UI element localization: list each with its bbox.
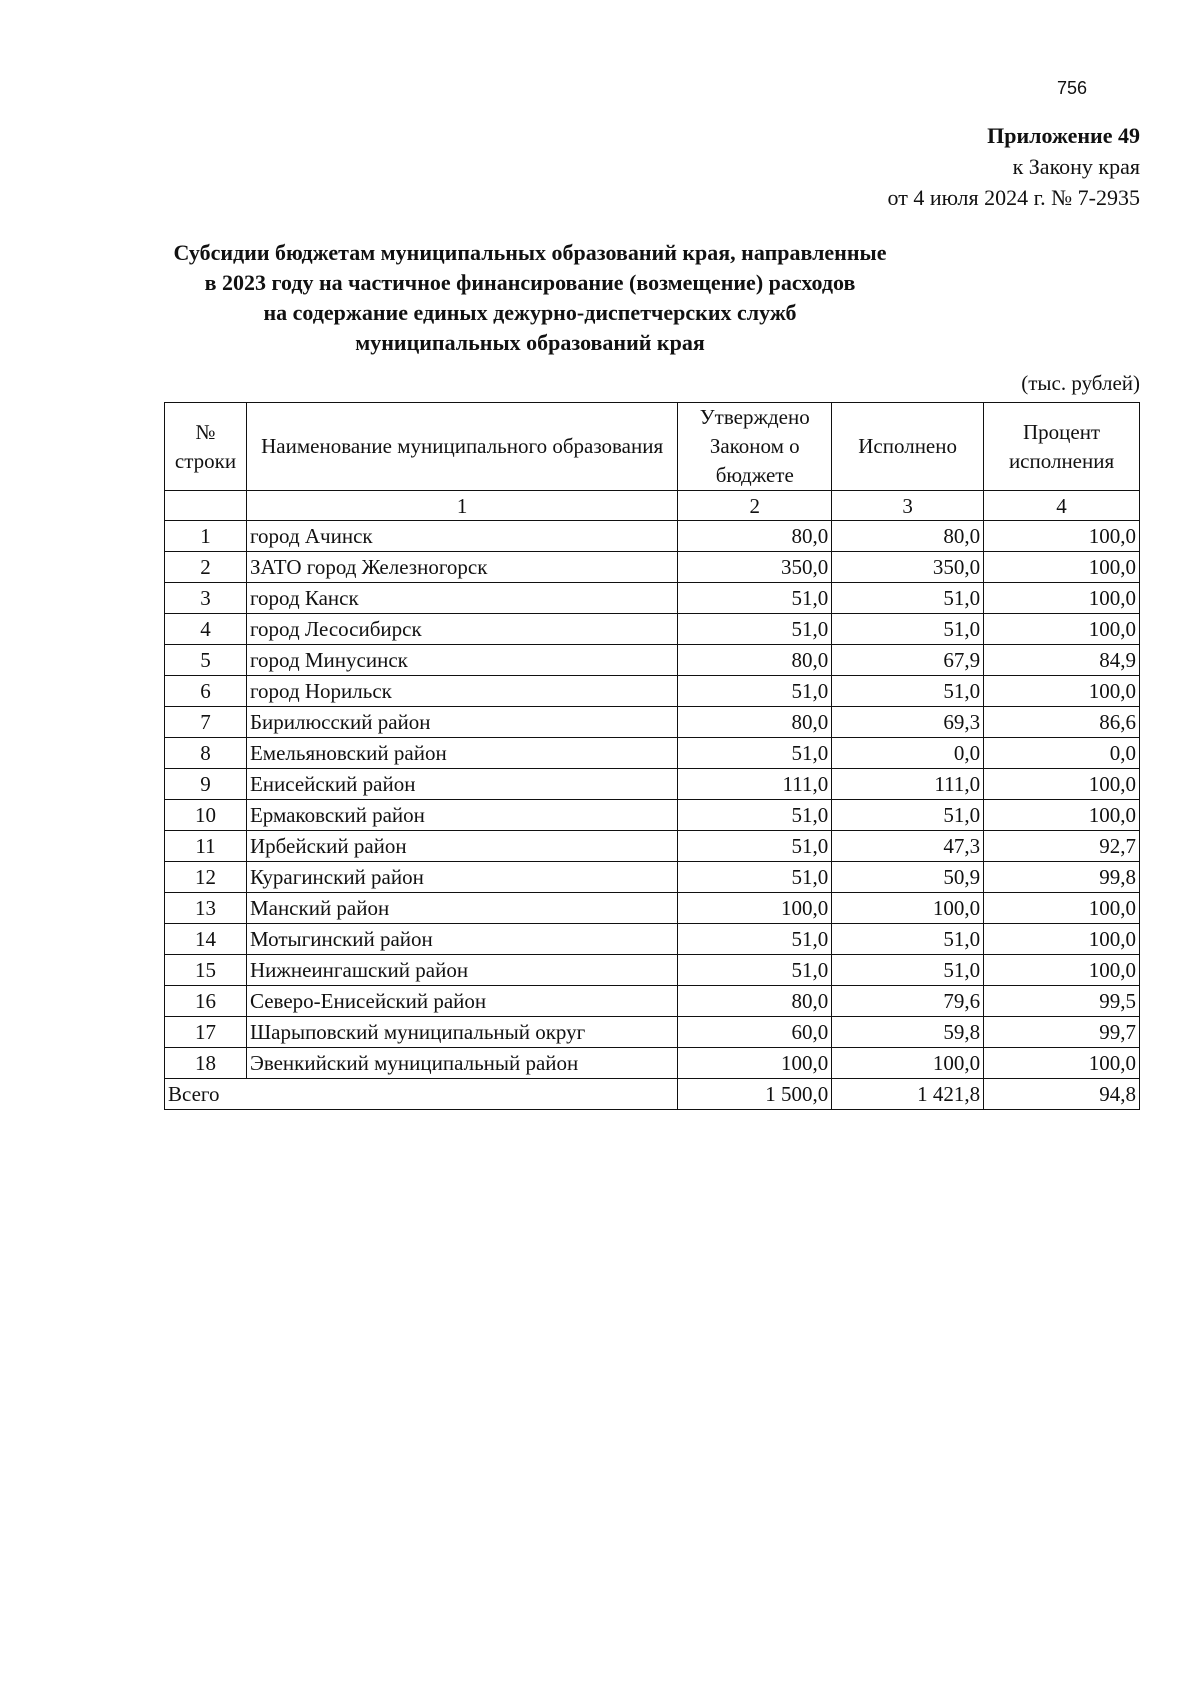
total-approved: 1 500,0 [678, 1079, 832, 1110]
table-row [165, 583, 1140, 614]
row-number: 15 [165, 955, 247, 986]
appendix-law-ref: к Закону края [1012, 154, 1140, 179]
table-row [165, 1017, 1140, 1048]
municipality-name: Шарыповский муниципальный округ [246, 1017, 677, 1048]
execution-percent: 100,0 [984, 769, 1140, 800]
table-row [165, 924, 1140, 955]
execution-percent: 99,8 [984, 862, 1140, 893]
execution-percent: 84,9 [984, 645, 1140, 676]
execution-percent: 99,5 [984, 986, 1140, 1017]
document-title-line: в 2023 году на частичное финансирование (возмещение) расходов [204, 270, 856, 295]
row-number: 1 [165, 521, 247, 552]
execution-percent: 100,0 [984, 1048, 1140, 1079]
approved-amount: 51,0 [678, 800, 832, 831]
row-number: 6 [165, 676, 247, 707]
approved-amount: 111,0 [678, 769, 832, 800]
approved-amount: 100,0 [678, 1048, 832, 1079]
row-number: 2 [165, 552, 247, 583]
executed-amount: 100,0 [832, 893, 984, 924]
appendix-title: Приложение 49 [987, 123, 1140, 148]
row-number: 10 [165, 800, 247, 831]
execution-percent: 100,0 [984, 924, 1140, 955]
table-row [165, 645, 1140, 676]
table-row [165, 676, 1140, 707]
executed-amount: 69,3 [832, 707, 984, 738]
document-title-line: муниципальных образований края [355, 330, 705, 355]
table-row [165, 614, 1140, 645]
table-row [165, 800, 1140, 831]
executed-amount: 350,0 [832, 552, 984, 583]
table-row [165, 738, 1140, 769]
appendix-block [888, 120, 1140, 213]
approved-amount: 80,0 [678, 986, 832, 1017]
municipality-name: Северо-Енисейский район [246, 986, 677, 1017]
executed-amount: 111,0 [832, 769, 984, 800]
execution-percent: 92,7 [984, 831, 1140, 862]
header-executed: Исполнено [832, 403, 984, 491]
municipality-name: город Лесосибирск [246, 614, 677, 645]
approved-amount: 60,0 [678, 1017, 832, 1048]
row-number: 16 [165, 986, 247, 1017]
row-number: 7 [165, 707, 247, 738]
approved-amount: 51,0 [678, 955, 832, 986]
executed-amount: 79,6 [832, 986, 984, 1017]
page-number: 756 [1057, 78, 1088, 98]
row-number: 12 [165, 862, 247, 893]
row-number: 4 [165, 614, 247, 645]
approved-amount: 80,0 [678, 645, 832, 676]
municipality-name: город Канск [246, 583, 677, 614]
header-row-number: № строки [165, 403, 247, 491]
row-number: 5 [165, 645, 247, 676]
header-municipality-name: Наименование муниципального образования [246, 403, 677, 491]
municipality-name: Нижнеингашский район [246, 955, 677, 986]
municipality-name: Енисейский район [246, 769, 677, 800]
table-row [165, 955, 1140, 986]
execution-percent: 100,0 [984, 521, 1140, 552]
municipality-name: Манский район [246, 893, 677, 924]
municipality-name: Емельяновский район [246, 738, 677, 769]
appendix-law-date: от 4 июля 2024 г. № 7-2935 [887, 185, 1140, 210]
approved-amount: 80,0 [678, 707, 832, 738]
execution-percent: 100,0 [984, 676, 1140, 707]
table-header-row [165, 403, 1140, 491]
execution-percent: 100,0 [984, 893, 1140, 924]
column-number: 3 [832, 491, 984, 521]
table-row [165, 831, 1140, 862]
column-number: 4 [984, 491, 1140, 521]
municipality-name: Курагинский район [246, 862, 677, 893]
row-number: 17 [165, 1017, 247, 1048]
total-label: Всего [165, 1079, 678, 1110]
executed-amount: 51,0 [832, 800, 984, 831]
execution-percent: 100,0 [984, 800, 1140, 831]
row-number: 3 [165, 583, 247, 614]
table-body [165, 521, 1140, 1079]
subsidy-table [164, 402, 1140, 1110]
municipality-name: Ермаковский район [246, 800, 677, 831]
executed-amount: 59,8 [832, 1017, 984, 1048]
approved-amount: 51,0 [678, 862, 832, 893]
municipality-name: Эвенкийский муниципальный район [246, 1048, 677, 1079]
column-number: 2 [678, 491, 832, 521]
table-row [165, 521, 1140, 552]
executed-amount: 51,0 [832, 676, 984, 707]
execution-percent: 99,7 [984, 1017, 1140, 1048]
executed-amount: 0,0 [832, 738, 984, 769]
executed-amount: 51,0 [832, 924, 984, 955]
execution-percent: 100,0 [984, 583, 1140, 614]
total-percent: 94,8 [984, 1079, 1140, 1110]
approved-amount: 51,0 [678, 583, 832, 614]
row-number: 14 [165, 924, 247, 955]
table-row [165, 552, 1140, 583]
column-number: 1 [246, 491, 677, 521]
execution-percent: 100,0 [984, 955, 1140, 986]
table-row [165, 893, 1140, 924]
municipality-name: Бирилюсский район [246, 707, 677, 738]
column-number [165, 491, 247, 521]
executed-amount: 51,0 [832, 614, 984, 645]
approved-amount: 350,0 [678, 552, 832, 583]
table-row [165, 1048, 1140, 1079]
executed-amount: 50,9 [832, 862, 984, 893]
executed-amount: 51,0 [832, 583, 984, 614]
approved-amount: 51,0 [678, 614, 832, 645]
table-row [165, 769, 1140, 800]
table-row [165, 862, 1140, 893]
row-number: 11 [165, 831, 247, 862]
municipality-name: Ирбейский район [246, 831, 677, 862]
document-title [130, 238, 930, 358]
municipality-name: город Ачинск [246, 521, 677, 552]
execution-percent: 86,6 [984, 707, 1140, 738]
municipality-name: город Норильск [246, 676, 677, 707]
document-title-line: на содержание единых дежурно-диспетчерских служб [263, 300, 797, 325]
row-number: 9 [165, 769, 247, 800]
execution-percent: 100,0 [984, 552, 1140, 583]
municipality-name: город Минусинск [246, 645, 677, 676]
approved-amount: 80,0 [678, 521, 832, 552]
table-row [165, 707, 1140, 738]
municipality-name: ЗАТО город Железногорск [246, 552, 677, 583]
approved-amount: 51,0 [678, 738, 832, 769]
approved-amount: 51,0 [678, 676, 832, 707]
execution-percent: 100,0 [984, 614, 1140, 645]
municipality-name: Мотыгинский район [246, 924, 677, 955]
execution-percent: 0,0 [984, 738, 1140, 769]
column-numbers-row [165, 491, 1140, 521]
header-percent: Процент исполнения [984, 403, 1140, 491]
approved-amount: 51,0 [678, 924, 832, 955]
header-approved: Утверждено Законом о бюджете [678, 403, 832, 491]
executed-amount: 47,3 [832, 831, 984, 862]
table-row [165, 986, 1140, 1017]
executed-amount: 51,0 [832, 955, 984, 986]
approved-amount: 51,0 [678, 831, 832, 862]
total-row [165, 1079, 1140, 1110]
executed-amount: 67,9 [832, 645, 984, 676]
row-number: 8 [165, 738, 247, 769]
units-note: (тыс. рублей) [1021, 371, 1140, 395]
total-executed: 1 421,8 [832, 1079, 984, 1110]
executed-amount: 80,0 [832, 521, 984, 552]
executed-amount: 100,0 [832, 1048, 984, 1079]
row-number: 18 [165, 1048, 247, 1079]
document-title-line: Субсидии бюджетам муниципальных образований края, направленные [173, 240, 887, 265]
row-number: 13 [165, 893, 247, 924]
approved-amount: 100,0 [678, 893, 832, 924]
